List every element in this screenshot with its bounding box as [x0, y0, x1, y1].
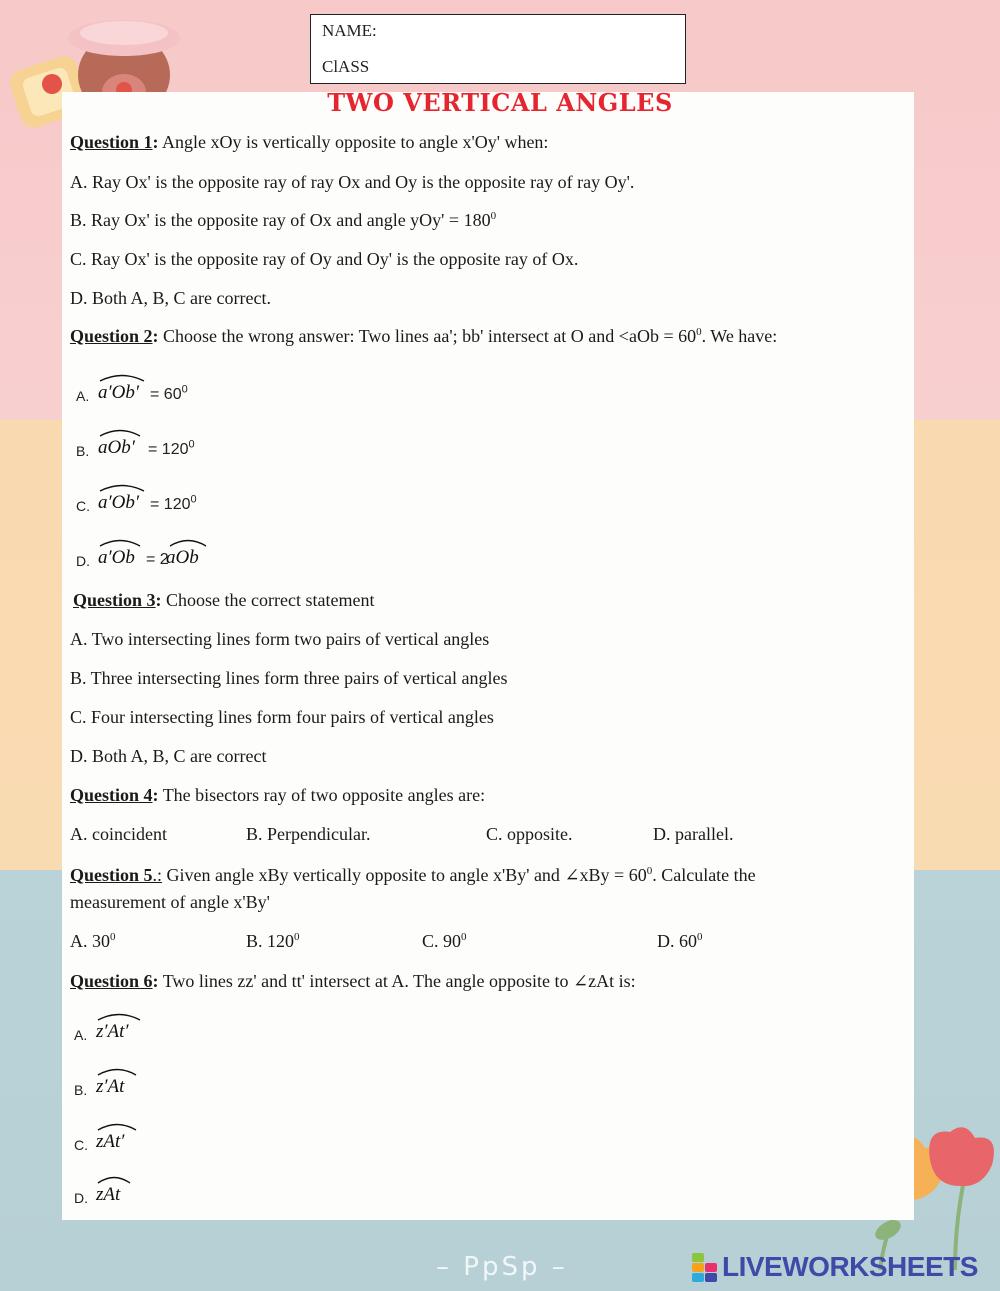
liveworksheets-logo	[692, 1253, 992, 1283]
question-3: Question 3: Choose the correct statement	[73, 590, 375, 610]
watermark-text: – PpSp –	[436, 1252, 568, 1282]
question-3-label: Question 3	[73, 590, 156, 610]
question-6-label: Question 6	[70, 971, 153, 991]
question-4: Question 4: The bisectors ray of two opposite angles are:	[70, 785, 486, 805]
question-1: Question 1: Angle xOy is vertically opposite to angle x'Oy' when:	[70, 132, 549, 152]
name-class-box	[310, 14, 686, 84]
q6-option-a: A. z′At′	[74, 1011, 194, 1043]
q6-option-c: C. zAt′	[74, 1121, 194, 1153]
question-1-text: Angle xOy is vertically opposite to angle x'Oy' when:	[158, 132, 549, 152]
question-2: Question 2: Choose the wrong answer: Two lines aa'; bb' intersect at O and $<aOb = 60^0$. We have:	[70, 326, 778, 346]
q6-option-b: B. z′At	[74, 1066, 194, 1098]
q5-option-b: B. $120^0$	[246, 931, 300, 951]
question-2-label: Question 2	[70, 326, 153, 346]
q4-option-b: B. Perpendicular.	[246, 824, 371, 844]
q3-option-c: C. Four intersecting lines form four pairs of vertical angles	[70, 707, 494, 727]
question-4-label: Question 4	[70, 785, 153, 805]
q4-option-c: C. opposite.	[486, 824, 573, 844]
q2-option-a: A. a′Ob′ = $60^0$	[76, 372, 276, 404]
brand-name: LIVEWORKSHEETS	[722, 1251, 978, 1282]
question-5: Question 5.: Given angle xBy vertically opposite to angle x'By' and ∠xBy = $60^0$. Calculate the	[70, 865, 756, 885]
liveworksheets-icon	[692, 1253, 718, 1283]
q5-option-a: A. $30^0$	[70, 931, 116, 951]
question-5-line-2: measurement of angle x'By'	[70, 892, 270, 912]
q5-option-d: D. $60^0$	[657, 931, 703, 951]
q3-option-d: D. Both A, B, C are correct	[70, 746, 267, 766]
q6-option-d: D. zAt	[74, 1174, 194, 1206]
q1-option-d: D. Both A, B, C are correct.	[70, 288, 271, 308]
question-6: Question 6: Two lines zz' and tt' intersect at A. The angle opposite to ∠zAt is:	[70, 971, 636, 991]
q4-option-d: D. parallel.	[653, 824, 734, 844]
q3-option-a: A. Two intersecting lines form two pairs of vertical angles	[70, 629, 490, 649]
q4-option-a: A. coincident	[70, 824, 167, 844]
q3-option-b: B. Three intersecting lines form three pairs of vertical angles	[70, 668, 508, 688]
q1-option-a: A. Ray Ox' is the opposite ray of ray Ox and Oy is the opposite ray of ray Oy'.	[70, 172, 635, 192]
page-title: TWO VERTICAL ANGLES	[327, 88, 673, 117]
question-5-label: Question 5	[70, 865, 153, 885]
q1-option-b: B. Ray Ox' is the opposite ray of Ox and angle $yOy' = 180^0$	[70, 210, 497, 230]
class-label: ClASS	[322, 57, 370, 76]
q1-option-c: C. Ray Ox' is the opposite ray of Oy and Oy' is the opposite ray of Ox.	[70, 249, 579, 269]
q5-option-c: C. $90^0$	[422, 931, 467, 951]
q2-option-d: D. a′Ob = 2 aOb	[76, 537, 276, 569]
name-label: NAME:	[322, 21, 377, 40]
q2-option-c: C. a′Ob′ = $120^0$	[76, 482, 276, 514]
q2-option-b: B. aOb′ = $120^0$	[76, 427, 276, 459]
question-1-label: Question 1	[70, 132, 153, 152]
